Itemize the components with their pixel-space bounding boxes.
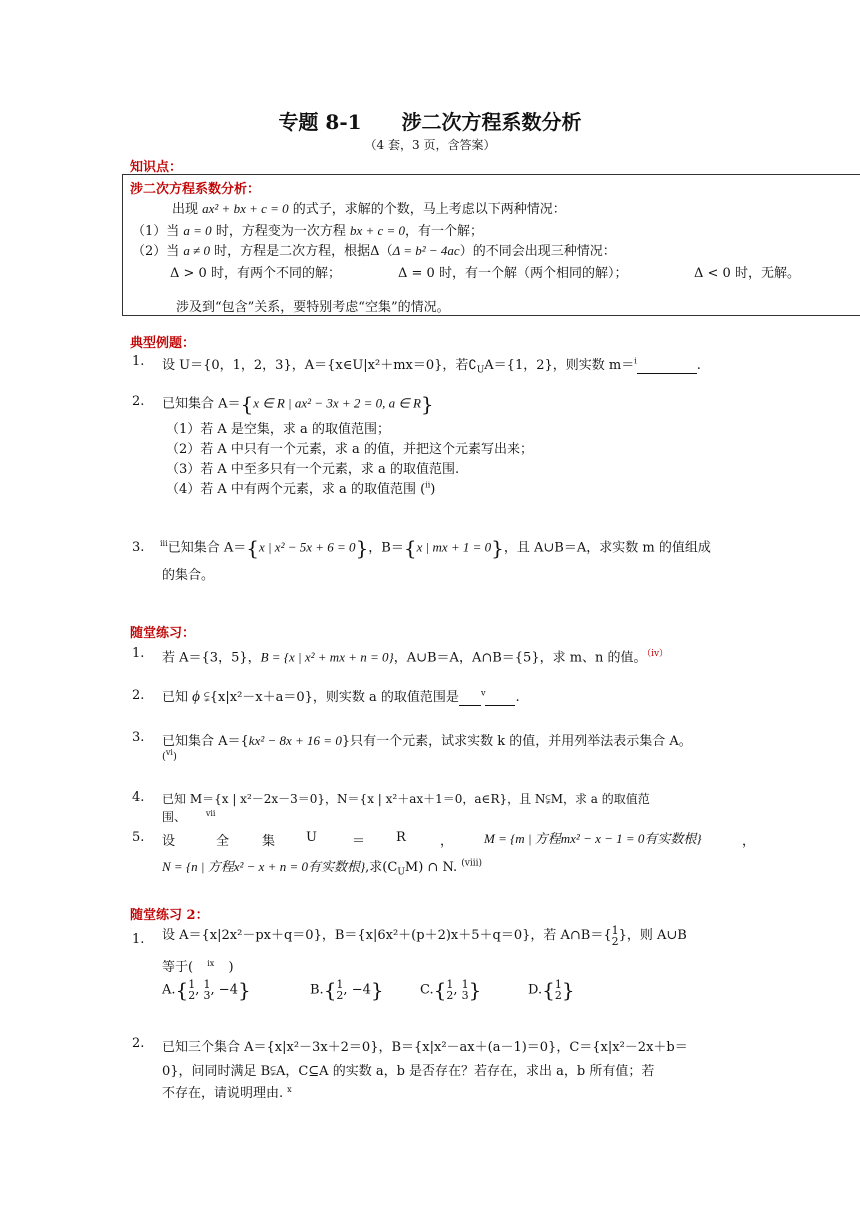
practice1-5-N: N = {n | 方程x² − x + n = 0有实数根},求$(C_UM)$ ∩ N. $^{(viii)}$ — [162, 858, 483, 878]
example-2-q4: （4）若 A 中有两个元素，求 a 的取值范围 ($^{ii}$) — [166, 480, 436, 497]
box-line-4a: Δ > 0 时，有两个不同的解； — [170, 266, 341, 281]
practice1-5-d: U — [306, 830, 317, 845]
practice1-4-number: 4. — [132, 790, 145, 805]
example-1: 设 U＝{0，1，2，3}，A＝{x∈U|x²＋mx＝0}，若$∁_UA=\{1$，2}，则实数 m＝$^i$ . — [162, 356, 701, 376]
practice2-2: 已知三个集合 A＝{x|x²－3x＋2＝0}，B＝{x|x²－ax＋(a－1)＝0}，C＝{x|x²－2x＋b＝ — [162, 1040, 688, 1055]
practice1-4: 已知 M＝{x | x²－2x－3＝0}，N＝{x | x²＋ax＋1＝0，a∈R}，且 N⫋M，求 a 的取值范 — [162, 792, 650, 806]
examples-heading: 典型例题： — [130, 336, 196, 351]
option-d[interactable]: D.{ 1 2 } — [528, 978, 575, 1002]
box-line-4b: Δ = 0 时，有一个解（两个相同的解）； — [398, 266, 628, 281]
practice1-5-M: M = {m | 方程mx² − x − 1 = 0有实数根} — [484, 831, 702, 846]
practice2-2-cont1: 0}，问同时满足 B⫋A，C⊆A 的实数 a，b 是否存在？若存在，求出 a，b 所有值；若 — [162, 1064, 655, 1079]
practice1-2: 已知 ϕ ⫋{x|x²－x＋a＝0}，则实数 a 的取值范围是 $^v$ . — [162, 688, 520, 705]
option-a[interactable]: A.{ 1 2 , 1 3 , −4} — [162, 978, 251, 1002]
practice2-heading: 随堂练习 2： — [130, 908, 209, 923]
practice2-2-number: 2. — [132, 1036, 145, 1051]
example-3-number: 3. — [132, 540, 145, 555]
example-3-cont: 的集合。 — [162, 568, 215, 583]
practice1-5-number: 5. — [132, 830, 145, 845]
page-title: 专题 8-1 涉二次方程系数分析 — [278, 110, 582, 134]
practice1-5-b: 全 — [216, 834, 230, 849]
practice1-3-mark: ($^{vi}$) — [162, 748, 177, 763]
practice2-1: 设 A＝{x|2x²－px＋q＝0}，B＝{x|6x²＋(p＋2)x＋5＋q＝0}，若 A∩B＝{ 1 2 }，则 A∪B — [162, 923, 687, 948]
practice2-1-cont: 等于( $^{ix}$ ) — [162, 958, 234, 975]
practice1-4-cont: 围、 $^{vii}$ — [162, 809, 216, 824]
example-2-q2: （2）若 A 中只有一个元素，求 a 的值，并把这个元素写出来； — [166, 442, 533, 457]
option-b[interactable]: B.{ 1 2 , −4} — [310, 978, 384, 1002]
example-3: $^{iii}$已知集合 A＝{x | x² − 5x + 6 = 0}，B＝{x | mx + 1 = 0}，且 A∪B＝A，求实数 m 的值组成 — [160, 536, 711, 560]
practice1-5-h: ， — [742, 834, 756, 849]
practice1-5-a: 设 — [162, 834, 176, 849]
example-1-number: 1. — [132, 354, 145, 369]
box-line-1: 出现 ax² + bx + c = 0 的式子，求解的个数，马上考虑以下两种情况： — [172, 201, 566, 217]
practice2-2-cont2: 不存在，请说明理由. $^x$ — [162, 1084, 292, 1101]
knowledge-heading: 知识点： — [130, 160, 183, 175]
example-2-q1: （1）若 A 是空集，求 a 的取值范围； — [166, 422, 390, 437]
practice1-5-e: ＝ — [352, 834, 366, 849]
box-heading: 涉二次方程系数分析： — [130, 182, 261, 197]
example-2-number: 2. — [132, 394, 145, 409]
practice2-1-number: 1. — [132, 932, 145, 947]
box-line-5: 涉及到“包含”关系，要特别考虑“空集”的情况。 — [176, 300, 450, 315]
page-subtitle: （4 套，3 页，含答案） — [364, 138, 496, 152]
practice1-1-number: 1. — [132, 646, 145, 661]
box-line-4c: Δ < 0 时，无解。 — [694, 266, 800, 281]
box-line-2: （1）当 a = 0 时，方程变为一次方程 bx + c = 0，有一个解； — [132, 223, 484, 239]
practice1-2-number: 2. — [132, 688, 145, 703]
example-2: 已知集合 A＝{x ∈ R | ax² − 3x + 2 = 0, a ∈ R} — [162, 392, 434, 416]
practice1-1: 若 A＝{3，5}，B = {x | x² + mx + n = 0}，A∪B＝A，A∩B＝{5}，求 m、n 的值。$^{(iv)}$ — [162, 649, 669, 666]
box-line-3: （2）当 a ≠ 0 时，方程是二次方程，根据Δ（Δ = b² − 4ac）的不同会出现三种情况： — [132, 243, 616, 259]
practice1-5-f: R — [396, 830, 406, 845]
practice1-5-c: 集 — [262, 834, 276, 849]
option-c[interactable]: C.{ 1 2 , 1 3 } — [420, 978, 482, 1002]
practice1-5-g: ， — [440, 834, 454, 849]
practice1-heading: 随堂练习： — [130, 626, 196, 641]
example-2-q3: （3）若 A 中至多只有一个元素，求 a 的取值范围. — [166, 462, 460, 477]
practice1-3-number: 3. — [132, 730, 145, 745]
practice1-3: 已知集合 A＝{kx² − 8x + 16 = 0}只有一个元素，试求实数 k 的值，并用列举法表示集合 A。 — [162, 733, 692, 749]
